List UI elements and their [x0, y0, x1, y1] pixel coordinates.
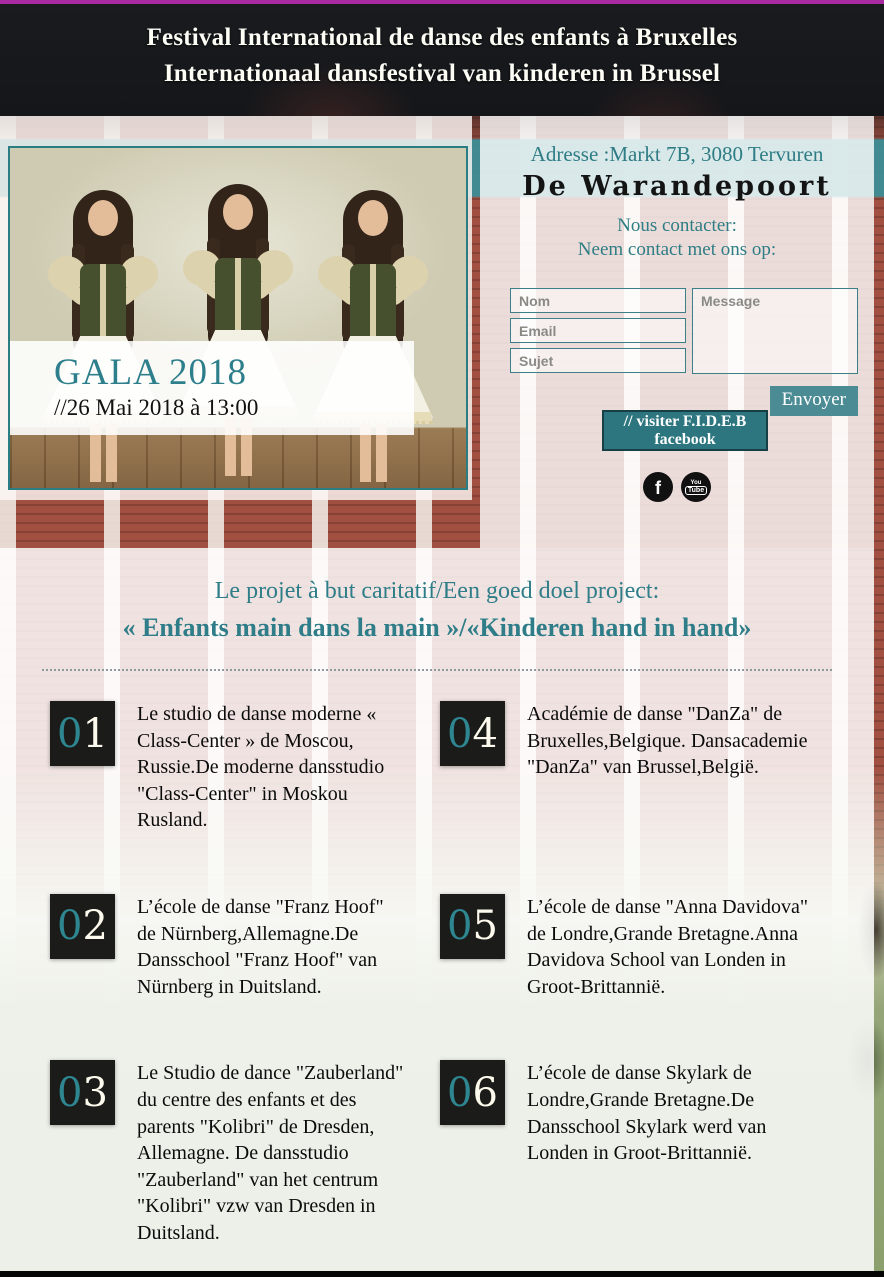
number-badge: 0 5	[440, 894, 505, 959]
list-item-01	[50, 701, 440, 834]
number-badge: 0 1	[50, 701, 115, 766]
social-icons-row	[480, 472, 874, 502]
gala-date: //26 Mai 2018 à 13:00	[54, 395, 259, 420]
hero-section	[0, 116, 874, 548]
dancer-figure	[308, 190, 438, 482]
schools-list	[0, 701, 874, 1247]
youtube-icon[interactable]: You Tube	[681, 472, 711, 502]
school-description: L’école de danse "Anna Davidova" de Londre,Grande Bretagne.Anna Davidova School van Londen in Groot-Brittannië.	[527, 895, 809, 998]
visit-facebook-button[interactable]: // visiter F.I.D.E.B facebook	[602, 410, 768, 451]
send-button[interactable]: Envoyer	[770, 386, 858, 416]
site-header	[0, 4, 884, 116]
number-badge: 0 6	[440, 1060, 505, 1125]
gala-photo-card	[8, 146, 468, 490]
project-heading-line1: Le projet à but caritatif/Een goed doel project:	[214, 578, 660, 604]
page-title-line-nl: Internationaal dansfestival van kinderen in Brussel	[163, 59, 721, 87]
message-input[interactable]	[692, 288, 858, 374]
subject-input[interactable]	[510, 348, 686, 373]
name-input[interactable]	[510, 288, 686, 313]
project-heading-line2: « Enfants main dans la main »/«Kinderen hand in hand»	[122, 613, 752, 642]
page-title-line-fr: Festival International de danse des enfants à Bruxelles	[146, 24, 738, 51]
address-text: Adresse :Markt 7B, 3080 Tervuren	[530, 142, 824, 166]
school-description: Le studio de danse moderne « Class-Center » de Moscou, Russie.De moderne dansstudio "Class-Center" in Moskou Rusland.	[137, 703, 385, 832]
contact-label-fr: Nous contacter:	[617, 215, 737, 236]
facebook-icon[interactable]: f	[643, 472, 673, 502]
gala-title: GALA 2018	[54, 352, 247, 393]
school-description: Académie de danse "DanZa" de Bruxelles,Belgique. Dansacademie "DanZa" van Brussel,België.	[527, 703, 808, 779]
email-input[interactable]	[510, 318, 686, 343]
number-badge: 0 2	[50, 894, 115, 959]
venue-name: De Warandepoort	[522, 171, 832, 202]
list-item-06	[440, 1060, 834, 1246]
dancer-figure	[38, 190, 168, 482]
list-item-02	[50, 894, 440, 1000]
bottom-border-bar	[0, 1271, 884, 1277]
list-item-05	[440, 894, 834, 1000]
number-badge: 0 3	[50, 1060, 115, 1125]
school-description: L’école de danse Skylark de Londre,Grande Bretagne.De Dansschool Skylark werd van Londen in Groot-Brittannië.	[527, 1062, 767, 1165]
school-description: L’école de danse "Franz Hoof" de Nürnberg,Allemagne.De Dansschool "Franz Hoof" van Nürnberg in Duitsland.	[137, 895, 384, 998]
list-item-04	[440, 701, 834, 834]
project-section	[0, 548, 874, 1271]
contact-label-nl: Neem contact met ons op:	[577, 238, 777, 260]
number-badge: 0 4	[440, 701, 505, 766]
school-description: Le Studio de dance "Zauberland" du centre des enfants et des parents "Kolibri" de Dresden, Allemagne. De dansstudio "Zauberland" van het centrum "Kolibri" vzw van Dresden in Duitsland.	[137, 1062, 404, 1244]
contact-panel	[480, 116, 874, 548]
gala-banner	[10, 341, 414, 435]
list-item-03	[50, 1060, 440, 1246]
page-title	[0, 20, 884, 91]
dotted-divider	[42, 669, 832, 671]
